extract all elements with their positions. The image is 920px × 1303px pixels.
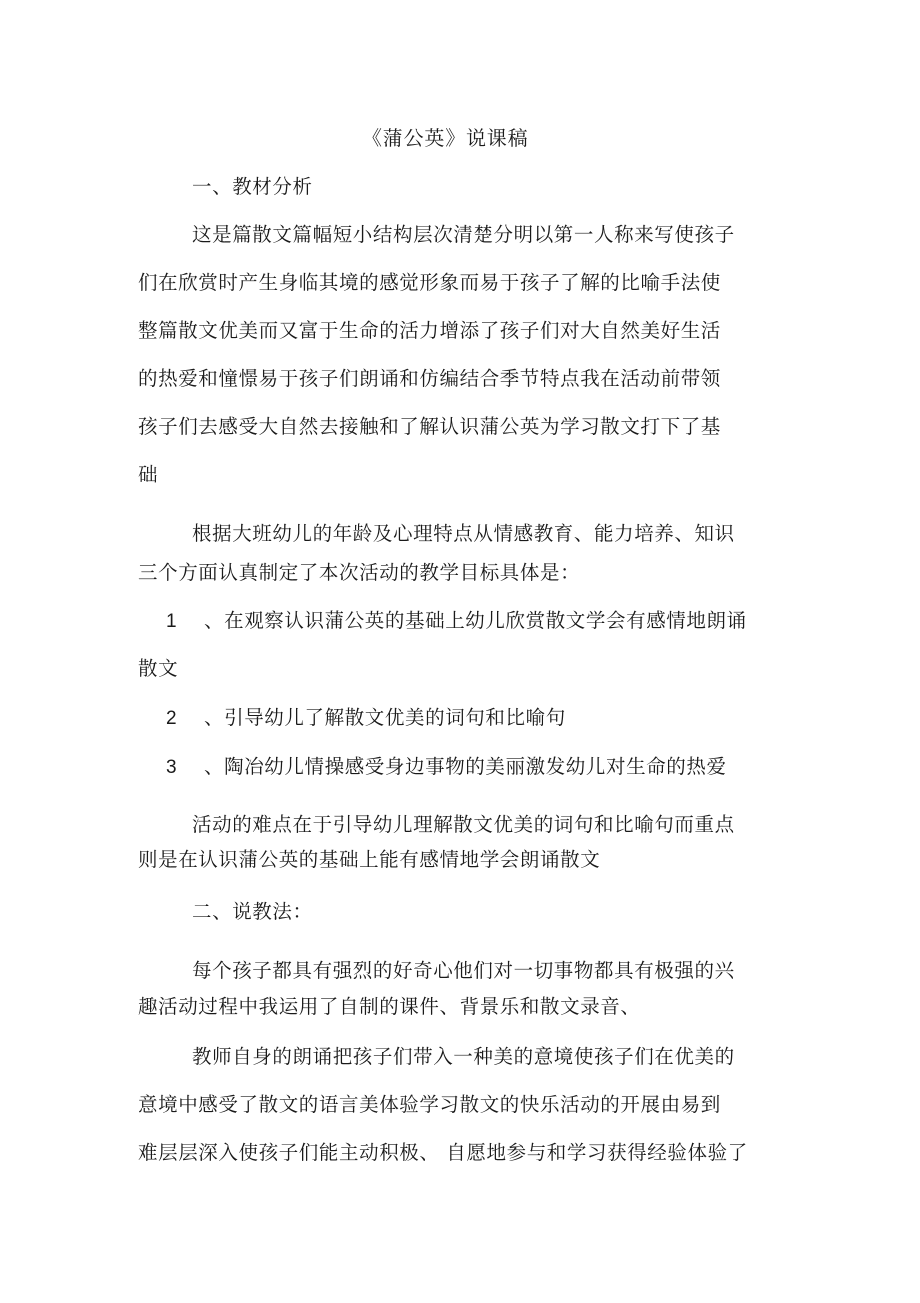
- paragraph-line: 活动的难点在于引导幼儿理解散文优美的词句和比喻句而重点: [192, 813, 735, 836]
- paragraph-line: 的热爱和憧憬易于孩子们朗诵和仿编结合季节特点我在活动前带领: [138, 367, 721, 390]
- goal-text: 、陶冶幼儿情操感受身边事物的美丽激发幼儿对生命的热爱: [204, 755, 727, 778]
- paragraph-line: 三个方面认真制定了本次活动的教学目标具体是：: [138, 561, 581, 584]
- paragraph-line: 教师自身的朗诵把孩子们带入一种美的意境使孩子们在优美的: [192, 1045, 735, 1068]
- paragraph-line: 根据大班幼儿的年龄及心理特点从情感教育、能力培养、知识: [192, 522, 735, 545]
- section-heading-2: 二、说教法：: [192, 900, 313, 923]
- paragraph-line: 每个孩子都具有强烈的好奇心他们对一切事物都具有极强的兴: [192, 959, 735, 982]
- document-title: 《蒲公英》说课稿: [362, 126, 529, 150]
- paragraph-line: 则是在认识蒲公英的基础上能有感情地学会朗诵散文: [138, 848, 601, 871]
- goal-item-1: [166, 609, 747, 634]
- goal-number: 1: [166, 611, 178, 632]
- goal-number: 2: [166, 708, 178, 729]
- paragraph-line: 趣活动过程中我运用了自制的课件、背景乐和散文录音、: [138, 995, 641, 1018]
- goal-text: 、引导幼儿了解散文优美的词句和比喻句: [204, 706, 566, 729]
- paragraph-line: 础: [138, 463, 159, 486]
- paragraph-line: 难层层深入使孩子们能主动积极、 自愿地参与和学习获得经验体验了: [138, 1141, 748, 1164]
- paragraph-line: 孩子们去感受大自然去接触和了解认识蒲公英为学习散文打下了基: [138, 415, 721, 438]
- goal-number: 3: [166, 757, 178, 778]
- goal-item-3: [166, 755, 727, 780]
- paragraph-line: 这是篇散文篇幅短小结构层次清楚分明以第一人称来写使孩子: [192, 223, 735, 246]
- goal-item-2: [166, 706, 566, 731]
- goal-item-continuation: 散文: [138, 657, 179, 680]
- paragraph-line: 们在欣赏时产生身临其境的感觉形象而易于孩子了解的比喻手法使: [138, 271, 721, 294]
- paragraph-line: 整篇散文优美而又富于生命的活力增添了孩子们对大自然美好生活: [138, 319, 721, 342]
- section-heading-1: 一、教材分析: [192, 175, 313, 198]
- goal-text: 、在观察认识蒲公英的基础上幼儿欣赏散文学会有感情地朗诵: [204, 609, 747, 632]
- paragraph-line: 意境中感受了散文的语言美体验学习散文的快乐活动的开展由易到: [138, 1093, 721, 1116]
